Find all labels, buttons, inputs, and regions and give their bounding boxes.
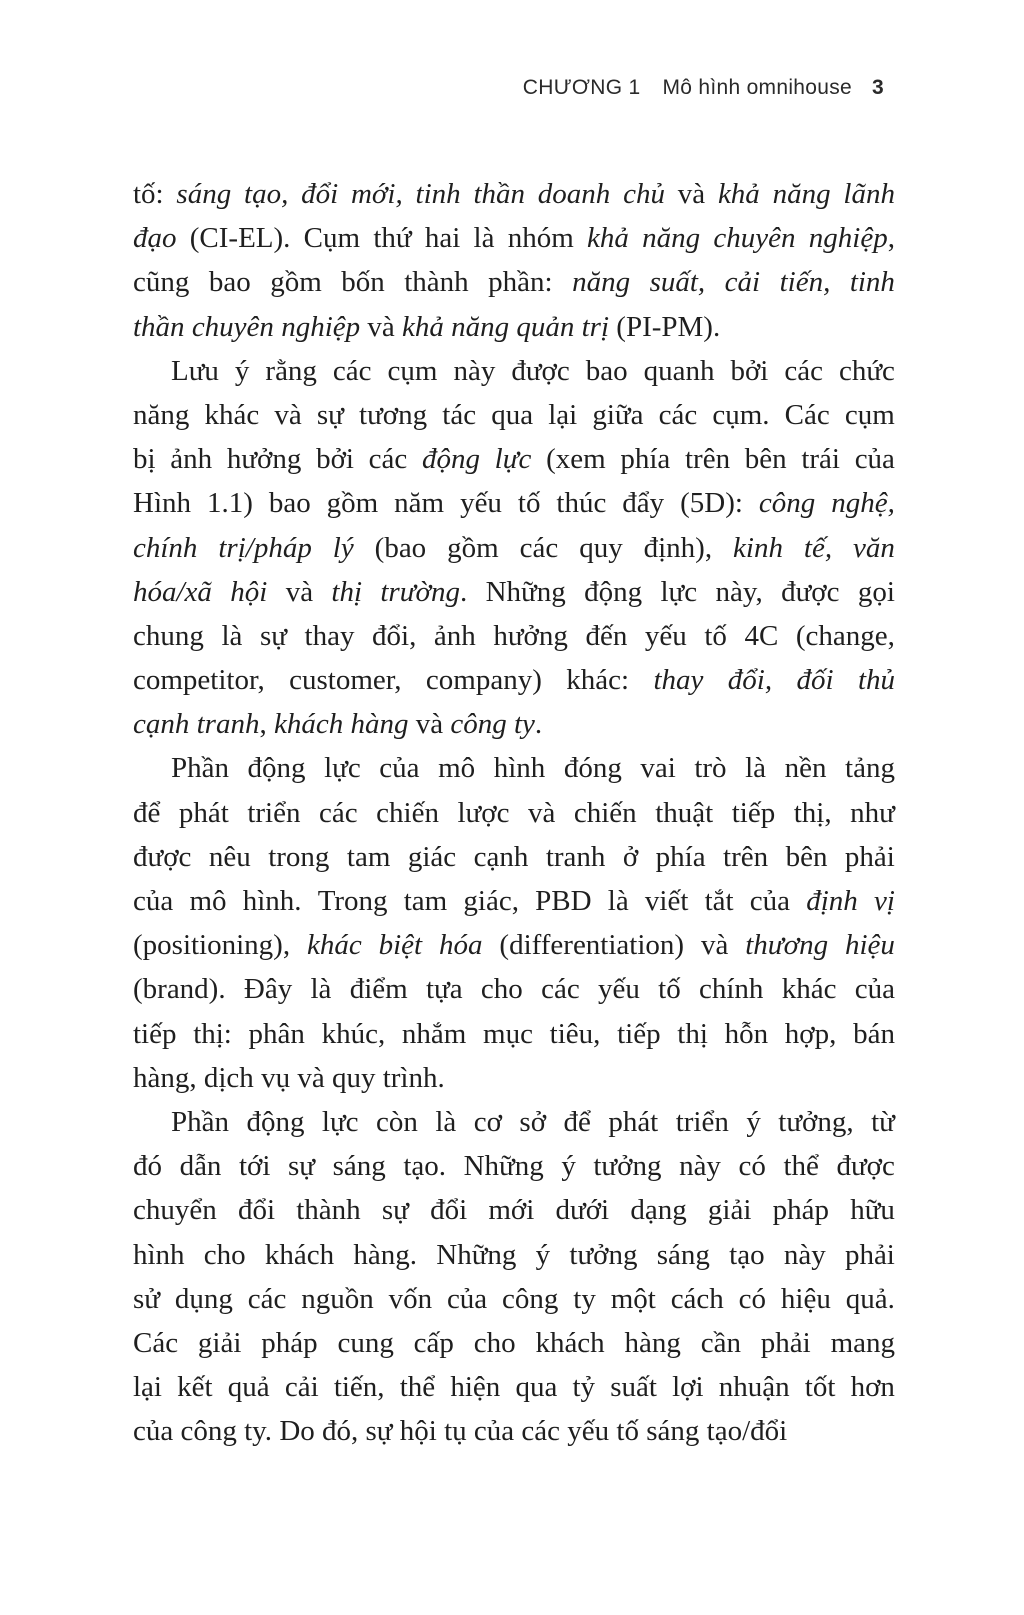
text-line: hình cho khách hàng. Những ý tưởng sáng tạo này phải: [133, 1238, 895, 1271]
body-text: [133, 172, 895, 1453]
chapter-title: Mô hình omnihouse: [662, 76, 853, 99]
text-line: hàng, dịch vụ và quy trình.: [133, 1061, 445, 1094]
running-head: [523, 76, 884, 100]
page-number: 3: [872, 76, 884, 99]
text-line: cũng bao gồm bốn thành phần: năng suất, cải tiến, tinh: [133, 266, 895, 299]
text-line: đạo (CI-EL). Cụm thứ hai là nhóm khả năng chuyên nghiệp,: [133, 222, 895, 255]
text-line: (brand). Đây là điểm tựa cho các yếu tố chính khác của: [133, 973, 895, 1006]
text-line: đó dẫn tới sự sáng tạo. Những ý tưởng này có thể được: [133, 1150, 895, 1183]
text-line: Phần động lực còn là cơ sở để phát triển ý tưởng, từ: [171, 1105, 895, 1138]
text-line: bị ảnh hưởng bởi các động lực (xem phía trên bên trái của: [133, 443, 895, 476]
text-line: tiếp thị: phân khúc, nhắm mục tiêu, tiếp thị hỗn hợp, bán: [133, 1017, 895, 1050]
text-line: cạnh tranh, khách hàng và công ty.: [133, 708, 543, 741]
text-line: được nêu trong tam giác cạnh tranh ở phía trên bên phải: [133, 840, 895, 873]
text-line: Phần động lực của mô hình đóng vai trò là nền tảng: [171, 752, 895, 785]
text-line: Hình 1.1) bao gồm năm yếu tố thúc đẩy (5D): công nghệ,: [133, 487, 895, 520]
paragraph: [133, 746, 895, 1100]
chapter-label: CHƯƠNG 1: [522, 76, 641, 99]
text-line: lại kết quả cải tiến, thể hiện qua tỷ suất lợi nhuận tốt hơn: [133, 1371, 895, 1404]
text-line: (positioning), khác biệt hóa (differentiation) và thương hiệu: [133, 929, 895, 962]
paragraph: [133, 172, 895, 349]
text-line: chung là sự thay đổi, ảnh hưởng đến yếu tố 4C (change,: [133, 619, 895, 652]
text-line: thần chuyên nghiệp và khả năng quản trị (PI-PM).: [133, 310, 721, 343]
text-line: năng khác và sự tương tác qua lại giữa các cụm. Các cụm: [133, 398, 895, 431]
text-line: chính trị/pháp lý (bao gồm các quy định), kinh tế, văn: [133, 531, 895, 564]
text-line: Các giải pháp cung cấp cho khách hàng cần phải mang: [133, 1326, 895, 1359]
paragraph: [133, 1100, 895, 1454]
text-line: sử dụng các nguồn vốn của công ty một cách có hiệu quả.: [133, 1282, 895, 1315]
text-line: của công ty. Do đó, sự hội tụ của các yếu tố sáng tạo/đổi: [133, 1415, 788, 1448]
text-line: chuyển đổi thành sự đổi mới dưới dạng giải pháp hữu: [133, 1194, 895, 1227]
text-line: competitor, customer, company) khác: thay đổi, đối thủ: [133, 664, 895, 697]
text-line: của mô hình. Trong tam giác, PBD là viết tắt của định vị: [133, 885, 895, 917]
paragraph: [133, 349, 895, 747]
text-line: Lưu ý rằng các cụm này được bao quanh bởi các chức: [171, 354, 895, 387]
text-line: hóa/xã hội và thị trường. Những động lực này, được gọi: [133, 575, 895, 608]
text-line: tố: sáng tạo, đổi mới, tinh thần doanh chủ và khả năng lãnh: [133, 178, 895, 210]
text-line: để phát triển các chiến lược và chiến thuật tiếp thị, như: [133, 796, 895, 829]
